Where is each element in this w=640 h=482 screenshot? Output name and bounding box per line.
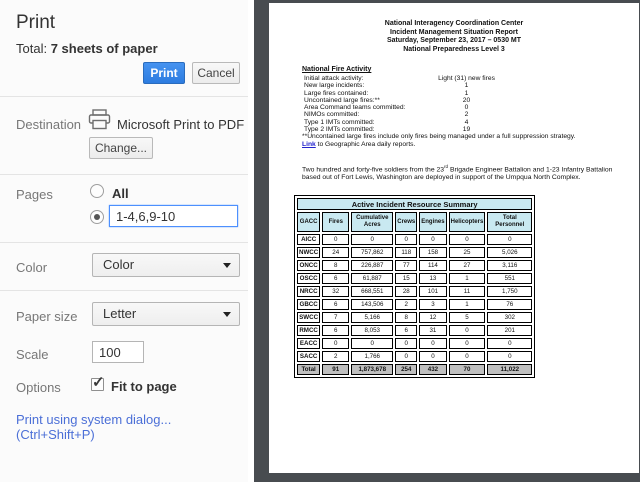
table-cell: 0	[449, 234, 486, 245]
fit-to-page-label[interactable]: Fit to page	[111, 379, 177, 394]
chevron-down-icon	[223, 263, 231, 268]
table-cell: 8,053	[351, 325, 393, 336]
fire-activity-stat-row	[304, 97, 584, 104]
table-column-header: Total Personnel	[487, 212, 532, 232]
table-cell: 1	[449, 299, 486, 310]
table-cell: 31	[419, 325, 446, 336]
table-cell: 0	[351, 234, 393, 245]
destination-printer-name: Microsoft Print to PDF	[117, 117, 245, 132]
table-cell: 0	[322, 234, 349, 245]
table-cell: 7	[322, 312, 349, 323]
table-cell: 1	[449, 273, 486, 284]
gacc-code-cell: EACC	[297, 338, 320, 349]
table-cell: 226,887	[351, 260, 393, 271]
stat-label: Area Command teams committed:	[304, 104, 406, 112]
table-cell: 28	[395, 286, 417, 297]
fit-to-page-checkbox[interactable]	[91, 374, 105, 391]
doc-header-line: Saturday, September 23, 2017 – 0530 MT	[386, 37, 522, 44]
fire-activity-stat-row	[304, 111, 584, 118]
document-paragraph	[302, 163, 614, 182]
fire-activity-footnote: **Uncontained large fires include only fires being managed under a full suppression strategy.	[302, 133, 576, 140]
paper-size-dropdown-value: Letter	[103, 306, 137, 321]
table-cell: 114	[419, 260, 446, 271]
gacc-code-cell: SACC	[297, 351, 320, 362]
stat-label: Initial attack activity:	[304, 75, 364, 82]
total-cell: Total	[297, 364, 320, 375]
table-cell: 0	[419, 338, 446, 349]
table-cell: 0	[487, 351, 532, 362]
stat-label: Type 1 IMTs committed:	[304, 118, 375, 126]
table-cell: 0	[395, 234, 417, 245]
stat-value: 1	[464, 82, 469, 90]
table-cell: 61,887	[351, 273, 393, 284]
gacc-code-cell: ONCC	[297, 260, 320, 271]
table-cell: 0	[449, 325, 486, 336]
table-cell: 1,750	[487, 286, 532, 297]
fire-activity-stat-row	[304, 90, 584, 97]
total-label: Total:	[16, 41, 48, 56]
paper-size-dropdown[interactable]	[92, 302, 240, 326]
print-dialog-panel	[0, 0, 248, 482]
color-label: Color	[16, 260, 48, 275]
paper-size-label: Paper size	[16, 309, 78, 324]
preview-background	[254, 0, 640, 482]
chevron-down-icon	[223, 312, 231, 317]
table-cell: 0	[449, 351, 486, 362]
table-row	[297, 351, 532, 362]
fire-activity-stat-row	[304, 119, 584, 126]
destination-label: Destination	[16, 117, 82, 132]
pages-all-radio[interactable]	[90, 184, 104, 198]
table-cell: 25	[449, 247, 486, 258]
paragraph-text: Two hundred and forty-five soldiers from the 23	[302, 166, 445, 174]
stat-value: 4	[464, 118, 469, 126]
table-cell: 8	[322, 260, 349, 271]
table-cell: 302	[487, 312, 532, 323]
gacc-code-cell: AICC	[297, 234, 320, 245]
table-cell: 6	[322, 273, 349, 284]
pages-all-label[interactable]: All	[112, 186, 129, 201]
table-cell: 158	[419, 247, 446, 258]
print-button[interactable]: Print	[143, 62, 185, 84]
divider	[0, 174, 248, 175]
table-row	[297, 299, 532, 310]
table-cell: 0	[487, 338, 532, 349]
table-cell: 757,862	[351, 247, 393, 258]
stat-value: 1	[464, 89, 469, 97]
fire-activity-heading: National Fire Activity	[302, 66, 372, 73]
geographic-link-line	[302, 141, 415, 148]
table-cell: 12	[419, 312, 446, 323]
doc-header-line: National Interagency Coordination Center	[384, 20, 524, 27]
stat-label: Uncontained large fires:**	[304, 96, 380, 104]
table-cell: 0	[419, 234, 446, 245]
geographic-reports-link[interactable]: Link	[302, 141, 316, 148]
table-cell: 6	[322, 299, 349, 310]
fire-activity-stat-row	[304, 104, 584, 111]
pages-label: Pages	[16, 187, 53, 202]
total-value: 7 sheets of paper	[50, 41, 158, 56]
table-column-header: Cumulative Acres	[351, 212, 393, 232]
table-title: Active Incident Resource Summary	[297, 198, 532, 210]
document-header	[269, 20, 639, 54]
scale-label: Scale	[16, 347, 49, 362]
fire-activity-stat-row	[304, 75, 584, 82]
table-column-header: GACC	[297, 212, 320, 232]
divider	[0, 290, 248, 291]
table-cell: 3	[419, 299, 446, 310]
print-preview-area	[248, 0, 640, 482]
table-cell: 5	[449, 312, 486, 323]
doc-header-line: Incident Management Situation Report	[390, 28, 518, 36]
total-cell: 432	[419, 364, 446, 375]
total-cell: 70	[449, 364, 486, 375]
stat-value: 20	[462, 96, 471, 104]
table-cell: 24	[322, 247, 349, 258]
total-cell: 91	[322, 364, 349, 375]
table-cell: 8	[395, 312, 417, 323]
table-cell: 1,766	[351, 351, 393, 362]
table-cell: 5,026	[487, 247, 532, 258]
table-cell: 143,506	[351, 299, 393, 310]
stat-value: 19	[462, 126, 471, 134]
pages-range-radio[interactable]	[90, 210, 104, 224]
total-cell: 254	[395, 364, 417, 375]
table-cell: 0	[322, 338, 349, 349]
table-row	[297, 260, 532, 271]
fire-activity-stat-row	[304, 82, 584, 89]
cancel-button[interactable]: Cancel	[192, 62, 240, 84]
table-cell: 0	[487, 234, 532, 245]
table-cell: 13	[419, 273, 446, 284]
table-cell: 551	[487, 273, 532, 284]
table-cell: 2	[322, 351, 349, 362]
stat-value: 0	[464, 104, 469, 112]
stat-label: Type 2 IMTs committed:	[304, 126, 375, 134]
divider	[0, 242, 248, 243]
table-cell: 32	[322, 286, 349, 297]
paragraph-text: Brigade Engineer Battalion and 1-23 Infantry Battalion based out of Fort Lewis, Washington are deployed in support of the Umpqua North Complex.	[302, 166, 613, 182]
table-cell: 0	[395, 338, 417, 349]
stat-label: Large fires contained:	[304, 89, 369, 97]
total-cell: 11,022	[487, 364, 532, 375]
table-row	[297, 234, 532, 245]
table-cell: 101	[419, 286, 446, 297]
table-cell: 6	[395, 325, 417, 336]
printer-icon	[88, 109, 111, 135]
gacc-code-cell: RMCC	[297, 325, 320, 336]
gacc-code-cell: NWCC	[299, 249, 319, 256]
gacc-code-cell: GBCC	[297, 299, 320, 310]
stat-value: Light (31) new fires	[438, 75, 495, 82]
table-cell: 668,551	[351, 286, 393, 297]
table-row	[297, 273, 532, 284]
total-sheets	[16, 41, 158, 56]
fire-activity-stats	[304, 75, 584, 133]
table-column-header: Helicopters	[449, 212, 486, 232]
table-cell: 0	[449, 338, 486, 349]
paragraph-superscript: rd	[444, 164, 449, 169]
gacc-code-cell: OSCC	[297, 273, 320, 284]
table-header-row	[297, 212, 532, 232]
table-cell: 27	[449, 260, 486, 271]
table-cell: 5,166	[351, 312, 393, 323]
scale-input[interactable]	[92, 341, 144, 363]
table-row	[297, 286, 532, 297]
table-row	[297, 325, 532, 336]
table-cell: 76	[487, 299, 532, 310]
table-cell: 0	[419, 351, 446, 362]
gacc-code-cell: NRCC	[297, 286, 320, 297]
geographic-link-rest: to Geographic Area daily reports.	[315, 141, 416, 148]
stat-label: New large incidents:	[304, 82, 365, 90]
table-cell: 3,116	[487, 260, 532, 271]
doc-header-line: National Preparedness Level 3	[403, 45, 505, 53]
table-cell: 77	[395, 260, 417, 271]
stat-value: 2	[464, 111, 469, 119]
table-column-header: Crews	[395, 212, 417, 232]
divider	[0, 96, 248, 97]
table-column-header: Engines	[419, 212, 446, 232]
gacc-code-cell: SWCC	[297, 312, 320, 323]
table-cell: 0	[395, 351, 417, 362]
table-cell: 15	[395, 273, 417, 284]
pages-range-input[interactable]	[109, 205, 238, 227]
color-dropdown-value: Color	[103, 257, 135, 272]
table-column-header: Fires	[322, 212, 349, 232]
total-cell: 1,873,678	[351, 364, 393, 375]
stat-label: NIMOs committed:	[304, 111, 360, 119]
table-total-row	[297, 364, 532, 375]
checkmark-icon: ✓	[92, 374, 105, 391]
table-cell: 11	[449, 286, 486, 297]
preview-page	[269, 3, 639, 473]
table-cell: 2	[395, 299, 417, 310]
table-cell: 118	[395, 247, 417, 258]
change-destination-button[interactable]: Change...	[89, 137, 153, 159]
table-cell: 6	[322, 325, 349, 336]
table-cell: 0	[351, 338, 393, 349]
dialog-title: Print	[16, 12, 56, 33]
color-dropdown[interactable]	[92, 253, 240, 277]
table-row	[297, 247, 532, 258]
table-row	[297, 312, 532, 323]
options-label: Options	[16, 380, 61, 395]
table-row	[297, 338, 532, 349]
active-incident-resource-table	[294, 195, 535, 378]
system-dialog-link[interactable]: Print using system dialog... (Ctrl+Shift+P)	[16, 412, 172, 442]
table-cell: 201	[487, 325, 532, 336]
